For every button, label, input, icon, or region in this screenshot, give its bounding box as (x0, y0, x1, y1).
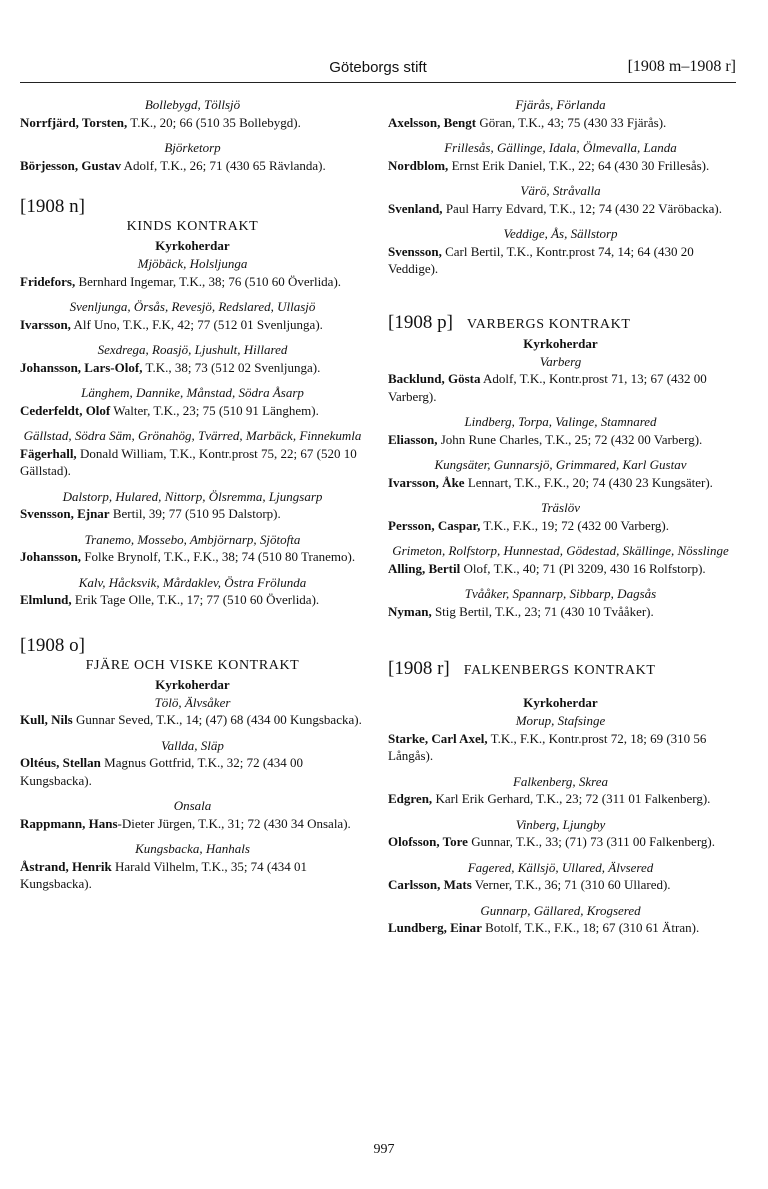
person-surname: Fägerhall, (20, 445, 77, 461)
person-details: Folke Brynolf, T.K., F.K., 38; 74 (510 80 Tranemo). (81, 549, 356, 564)
clergy-entry (388, 139, 733, 174)
entry-list-section-o (20, 694, 365, 893)
parish-names: Gällstad, Södra Säm, Grönahög, Tvärred, Marbäck, Finnekumla (23, 428, 362, 443)
parish-names: Träslöv (540, 500, 580, 515)
parish-names: Sexdrega, Roasjö, Ljushult, Hillared (97, 342, 288, 357)
clergy-entry (20, 139, 365, 174)
person-details: T.K., 20; 66 (510 35 Bollebygd). (127, 114, 301, 130)
section-title: FALKENBERGS KONTRAKT (463, 663, 656, 678)
person-details: Ernst Erik Daniel, T.K., 22; 64 (430 30 Frillesås). (448, 157, 710, 173)
clergy-entry (20, 531, 365, 566)
parish-names: Fagered, Källsjö, Ullared, Älvsered (467, 859, 654, 875)
parish-names: Svenljunga, Örsås, Revesjö, Redslared, Ullasjö (69, 299, 316, 314)
person-line (388, 370, 733, 405)
person-line (388, 431, 733, 449)
parish-names: Mjöbäck, Holsljunga (137, 256, 248, 271)
person-details: Adolf, T.K., 26; 71 (430 65 Rävlanda). (121, 157, 326, 173)
clergy-entry (20, 298, 365, 333)
person-line (20, 548, 365, 566)
person-surname: Persson, Caspar, (388, 517, 481, 533)
person-line (20, 114, 365, 132)
person-surname: Elmlund, (20, 592, 72, 607)
section-heading-line (388, 658, 733, 680)
clergy-entry (20, 427, 365, 480)
parish-names: Länghem, Dannike, Månstad, Södra Åsarp (81, 385, 304, 400)
section-header-o (20, 635, 365, 694)
person-surname: Svenland, (388, 200, 443, 216)
entry-list-top-left (20, 96, 365, 174)
person-surname: Alling, Bertil (388, 560, 461, 576)
person-line (388, 243, 733, 278)
person-details: Olof, T.K., 40; 71 (Pl 3209, 430 16 Rolfstorp). (460, 560, 706, 576)
clergy-entry (20, 694, 365, 729)
person-surname: Cederfeldt, Olof (20, 402, 111, 418)
person-line (20, 754, 365, 789)
section-heading-line (388, 312, 733, 334)
entry-list-section-n (20, 255, 365, 609)
person-line (388, 517, 733, 535)
clergy-entry (20, 797, 365, 832)
person-line (20, 157, 365, 175)
parish-names: Kungsbacka, Hanhals (135, 841, 250, 856)
person-details: Karl Erik Gerhard, T.K., 23; 72 (311 01 Falkenberg). (432, 791, 711, 806)
clergy-entry (388, 182, 733, 217)
parish-names: Frillesås, Gällinge, Idala, Ölmevalla, Landa (444, 140, 677, 155)
person-surname: Kull, Nils (20, 712, 73, 727)
clergy-entry (388, 816, 733, 851)
clergy-entry (20, 737, 365, 790)
person-line (20, 505, 365, 523)
person-surname: Starke, Carl Axel, (388, 730, 488, 746)
entry-list-top-right (388, 96, 733, 278)
person-surname: Axelsson, Bengt (388, 114, 477, 130)
running-header (20, 56, 736, 83)
person-details: T.K., 38; 73 (512 02 Svenljunga). (142, 359, 321, 375)
person-surname: Nyman, (388, 603, 432, 619)
person-details: Gunnar, T.K., 33; (71) 73 (311 00 Falkenberg). (467, 834, 715, 849)
section-code: [1908 r] (388, 658, 450, 679)
person-line (388, 876, 733, 894)
person-line (388, 114, 733, 132)
parish-names: Gunnarp, Gällared, Krogsered (480, 902, 641, 918)
clergy-entry (20, 255, 365, 290)
clergy-entry (388, 96, 733, 131)
person-details: Verner, T.K., 36; 71 (310 60 Ullared). (471, 877, 671, 892)
person-line (388, 919, 733, 937)
person-details: Stig Bertil, T.K., 23; 71 (430 10 Tvååker). (431, 603, 654, 619)
entry-list-section-r (388, 712, 733, 937)
person-surname: Johansson, (20, 549, 82, 564)
person-details: Bertil, 39; 77 (510 95 Dalstorp). (109, 506, 281, 521)
clergy-entry (20, 574, 365, 609)
section-title: KINDS KONTRAKT (126, 219, 259, 234)
person-line (388, 833, 733, 851)
parish-names: Morup, Stafsinge (515, 713, 606, 728)
person-details: Magnus Gottfrid, T.K., 32; 72 (434 00 Kungsbacka). (20, 755, 303, 788)
section-subtitle: Kyrkoherdar (523, 695, 598, 710)
clergy-entry (388, 902, 733, 937)
person-details: Carl Bertil, T.K., Kontr.prost 74, 14; 64 (430 20 Veddige). (388, 243, 694, 276)
person-surname: Fridefors, (20, 273, 76, 289)
person-details: Botolf, T.K., F.K., 18; 67 (310 61 Ätran). (481, 920, 700, 935)
person-line (388, 790, 733, 808)
parish-names: Grimeton, Rolfstorp, Hunnestad, Gödestad, Skällinge, Nösslinge (392, 543, 729, 558)
person-line (388, 603, 733, 621)
person-surname: Norrfjärd, Torsten, (20, 114, 128, 130)
section-header-r (388, 658, 733, 712)
person-surname: Nordblom, (388, 157, 449, 173)
person-surname: Svensson, Ejnar (20, 506, 110, 521)
person-surname: Rappmann, Hans (20, 815, 118, 831)
person-line (388, 474, 733, 492)
person-surname: Lundberg, Einar (388, 920, 482, 935)
section-subtitle: Kyrkoherdar (155, 238, 230, 253)
person-details: Donald William, T.K., Kontr.prost 75, 22; 67 (520 10 Gällstad). (20, 445, 357, 478)
person-line (388, 560, 733, 578)
person-surname: Ivarsson, Åke (388, 474, 465, 490)
parish-names: Vinberg, Ljungby (515, 816, 606, 832)
person-line (20, 445, 365, 480)
person-line (20, 359, 365, 377)
person-line (20, 711, 365, 729)
person-details: T.K., F.K., 19; 72 (432 00 Varberg). (480, 517, 669, 533)
person-line (388, 157, 733, 175)
parish-names: Kalv, Håcksvik, Mårdaklev, Östra Frölunda (78, 574, 307, 590)
parish-names: Onsala (173, 798, 212, 813)
section-subtitle: Kyrkoherdar (155, 676, 230, 692)
person-surname: Eliasson, (388, 431, 438, 447)
person-details: Bernhard Ingemar, T.K., 38; 76 (510 60 Överlida). (75, 273, 342, 289)
clergy-entry (388, 859, 733, 894)
parish-names: Falkenberg, Skrea (512, 773, 609, 789)
person-line (388, 200, 733, 218)
person-surname: Olofsson, Tore (388, 834, 468, 849)
person-line (20, 815, 365, 833)
person-surname: Ivarsson, (20, 316, 71, 332)
clergy-entry (388, 499, 733, 534)
section-header-p (388, 312, 733, 353)
person-surname: Oltéus, Stellan (20, 755, 101, 770)
clergy-entry (20, 840, 365, 893)
parish-names: Varberg (539, 353, 582, 369)
section-code: [1908 p] (388, 311, 453, 333)
clergy-entry (20, 384, 365, 419)
person-details: -Dieter Jürgen, T.K., 31; 72 (430 34 Onsala). (117, 815, 351, 831)
person-details: John Rune Charles, T.K., 25; 72 (432 00 Varberg). (437, 431, 703, 447)
parish-names: Dalstorp, Hulared, Nittorp, Ölsremma, Ljungsarp (62, 488, 323, 504)
clergy-entry (388, 542, 733, 577)
parish-names: Tranemo, Mossebo, Ambjörnarp, Sjötofta (84, 531, 301, 547)
parish-names: Vallda, Släp (161, 737, 224, 753)
page-title: Göteborgs stift (329, 59, 427, 76)
person-surname: Åstrand, Henrik (20, 858, 112, 874)
person-surname: Carlsson, Mats (388, 877, 472, 892)
person-details: Erik Tage Olle, T.K., 17; 77 (510 60 Överlida). (71, 592, 320, 607)
section-code: [1908 n] (20, 196, 85, 217)
page-range: [1908 m–1908 r] (627, 58, 736, 75)
parish-names: Lindberg, Torpa, Valinge, Stamnared (464, 414, 657, 429)
parish-names: Tvååker, Spannarp, Sibbarp, Dagsås (464, 586, 657, 601)
clergy-entry (20, 341, 365, 376)
left-column (20, 96, 365, 901)
person-details: Lennart, T.K., F.K., 20; 74 (430 23 Kungsäter). (464, 474, 713, 490)
person-details: Paul Harry Edvard, T.K., 12; 74 (430 22 Väröbacka). (442, 200, 722, 216)
person-line (20, 591, 365, 609)
person-details: Alf Uno, T.K., F.K, 42; 77 (512 01 Svenljunga). (70, 316, 323, 332)
person-surname: Edgren, (388, 791, 433, 806)
person-line (20, 858, 365, 893)
clergy-entry (20, 488, 365, 523)
clergy-entry (388, 353, 733, 406)
clergy-entry (388, 225, 733, 278)
section-title: VARBERGS KONTRAKT (466, 316, 631, 332)
person-details: Gunnar Seved, T.K., 14; (47) 68 (434 00 Kungsbacka). (72, 712, 362, 727)
clergy-entry (388, 773, 733, 808)
section-title: FJÄRE OCH VISKE KONTRAKT (85, 657, 300, 673)
clergy-entry (388, 413, 733, 448)
person-surname: Backlund, Gösta (388, 371, 481, 386)
right-column (388, 96, 733, 945)
clergy-entry (388, 456, 733, 491)
clergy-entry (20, 96, 365, 131)
parish-names: Björketorp (164, 140, 221, 155)
parish-names: Veddige, Ås, Sällstorp (503, 226, 618, 241)
person-line (20, 273, 365, 291)
page-number: 997 (373, 1142, 395, 1157)
person-line (20, 402, 365, 420)
person-line (388, 730, 733, 765)
section-code: [1908 o] (20, 634, 85, 656)
section-subtitle: Kyrkoherdar (523, 335, 598, 351)
person-surname: Johansson, Lars-Olof, (20, 359, 143, 375)
parish-names: Bollebygd, Töllsjö (144, 97, 241, 112)
person-details: T.K., F.K., Kontr.prost 72, 18; 69 (310 56 Långås). (388, 730, 707, 763)
parish-names: Kungsäter, Gunnarsjö, Grimmared, Karl Gustav (434, 457, 687, 472)
clergy-entry (388, 712, 733, 765)
person-surname: Svensson, (388, 243, 442, 259)
clergy-entry (388, 585, 733, 620)
person-details: Adolf, T.K., Kontr.prost 71, 13; 67 (432 00 Varberg). (388, 371, 707, 404)
entry-list-section-p (388, 353, 733, 621)
parish-names: Värö, Stråvalla (520, 183, 601, 198)
person-details: Göran, T.K., 43; 75 (430 33 Fjärås). (476, 114, 667, 130)
parish-names: Fjärås, Förlanda (515, 97, 606, 112)
person-details: Walter, T.K., 23; 75 (510 91 Länghem). (110, 402, 319, 418)
section-header-n (20, 196, 365, 255)
person-details: Harald Vilhelm, T.K., 35; 74 (434 01 Kungsbacka). (20, 858, 308, 891)
person-surname: Börjesson, Gustav (20, 157, 122, 173)
parish-names: Tölö, Älvsåker (154, 694, 231, 710)
person-line (20, 316, 365, 334)
